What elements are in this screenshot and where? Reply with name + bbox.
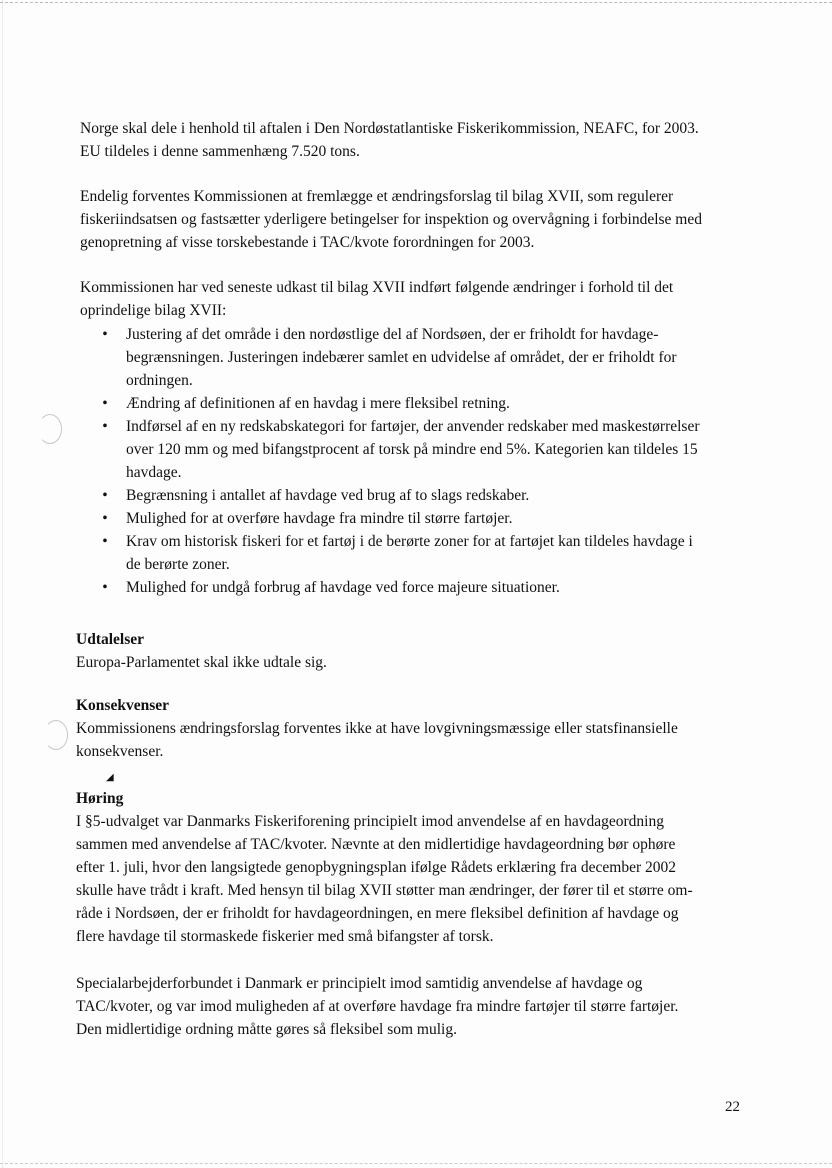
bullet-item — [100, 576, 760, 599]
endelig-paragraph — [80, 185, 770, 254]
kommission-paragraph — [80, 276, 760, 322]
bullet-icon: • — [102, 579, 108, 596]
konsekvenser-paragraph — [76, 717, 756, 763]
scan-left-edge — [2, 0, 3, 1168]
horing-heading: Høring — [76, 790, 124, 807]
scan-top-edge — [0, 2, 832, 3]
bullet-item — [100, 530, 760, 576]
text-line: Kommissionen har ved seneste udkast til bilag XVII indført følgende ændringer i forhold til det — [80, 279, 674, 296]
text-line: de berørte zoner. — [126, 556, 230, 573]
text-line: havdage. — [126, 464, 182, 481]
udtalelser-heading: Udtalelser — [76, 631, 145, 648]
text-line: ordningen. — [126, 372, 193, 389]
text-line: skulle have trådt i kraft. Med hensyn til bilag XVII støtter man ændringer, der fører til et større om- — [76, 882, 693, 899]
bullet-icon: • — [102, 418, 108, 435]
text-line: Specialarbejderforbundet i Danmark er principielt imod samtidig anvendelse af havdage og — [76, 975, 643, 992]
bullet-item — [100, 415, 760, 484]
text-line: Indførsel af en ny redskabskategori for fartøjer, der anvender redskaber med maskestørrelser — [126, 418, 700, 435]
bullet-icon: • — [102, 326, 108, 343]
text-line: Ændring af definitionen af en havdag i mere fleksibel retning. — [126, 395, 510, 412]
text-line: begrænsningen. Justeringen indebærer samlet en udvidelse af området, der er friholdt for — [126, 349, 677, 366]
bullet-item — [100, 507, 760, 530]
bullet-item — [100, 392, 760, 415]
punch-hole-mark — [44, 720, 68, 750]
text-line: TAC/kvoter, og var imod muligheden af at overføre havdage fra mindre fartøjer til større fartøjer. — [76, 998, 679, 1015]
bullet-icon: • — [102, 487, 108, 504]
text-line: oprindelige bilag XVII: — [80, 302, 227, 319]
specialarbejder-paragraph — [76, 972, 756, 1041]
changes-bullet-list — [100, 323, 760, 599]
text-line: Endelig forventes Kommissionen at fremlægge et ændringsforslag til bilag XVII, som regulerer — [80, 188, 674, 205]
text-line: sammen med anvendelse af TAC/kvoter. Nævnte at den midlertidige havdageordning bør ophøre — [76, 836, 676, 853]
text-line: Den midlertidige ordning måtte gøres så fleksibel som mulig. — [76, 1021, 457, 1038]
text-line: genopretning af visse torskebestande i TAC/kvote forordningen for 2003. — [80, 234, 535, 251]
bullet-icon: • — [102, 395, 108, 412]
page-number: 22 — [725, 1099, 740, 1115]
text-line: Mulighed for undgå forbrug af havdage ved force majeure situationer. — [126, 579, 560, 596]
text-line: over 120 mm og med bifangstprocent af torsk på mindre end 5%. Kategorien kan tildeles 15 — [126, 441, 698, 458]
text-line: I §5-udvalget var Danmarks Fiskeriforening principielt imod anvendelse af en havdageordning — [76, 813, 664, 830]
text-line: Norge skal dele i henhold til aftalen i Den Nordøstatlantiske Fiskerikommission, NEAFC, for 2003. — [80, 120, 699, 137]
udtalelser-paragraph: Europa-Parlamentet skal ikke udtale sig. — [76, 654, 327, 671]
bullet-item — [100, 484, 760, 507]
text-line: Mulighed for at overføre havdage fra mindre til større fartøjer. — [126, 510, 513, 527]
text-line: Begrænsning i antallet af havdage ved brug af to slags redskaber. — [126, 487, 530, 504]
konsekvenser-heading: Konsekvenser — [76, 697, 169, 714]
bullet-icon: • — [102, 533, 108, 550]
bullet-item — [100, 323, 760, 392]
text-line: Krav om historisk fiskeri for et fartøj i de berørte zoner for at fartøjet kan tildeles havdage i — [126, 533, 693, 550]
text-line: Justering af det område i den nordøstlige del af Nordsøen, der er friholdt for havdage- — [126, 326, 659, 343]
text-line: flere havdage til stormaskede fiskerier med små bifangster af torsk. — [76, 928, 494, 945]
text-line: efter 1. juli, hvor den langsigtede genopbygningsplan ifølge Rådets erklæring fra december 2002 — [76, 859, 677, 876]
text-line: råde i Nordsøen, der er friholdt for havdageordningen, en mere fleksibel definition af havdage og — [76, 905, 679, 922]
text-line: konsekvenser. — [76, 743, 164, 760]
text-line: EU tildeles i denne sammenhæng 7.520 tons. — [80, 143, 360, 160]
text-line: Kommissionens ændringsforslag forventes ikke at have lovgivningsmæssige eller statsfinansielle — [76, 720, 678, 737]
horing-paragraph — [76, 810, 756, 948]
scan-bottom-edge — [0, 1163, 832, 1164]
scan-mark: ◢ — [106, 772, 114, 783]
intro-paragraph — [80, 117, 760, 163]
bullet-icon: • — [102, 510, 108, 527]
punch-hole-mark — [38, 414, 62, 444]
text-line: fiskeriindsatsen og fastsætter yderligere betingelser for inspektion og overvågning i forbindelse med — [80, 211, 702, 228]
